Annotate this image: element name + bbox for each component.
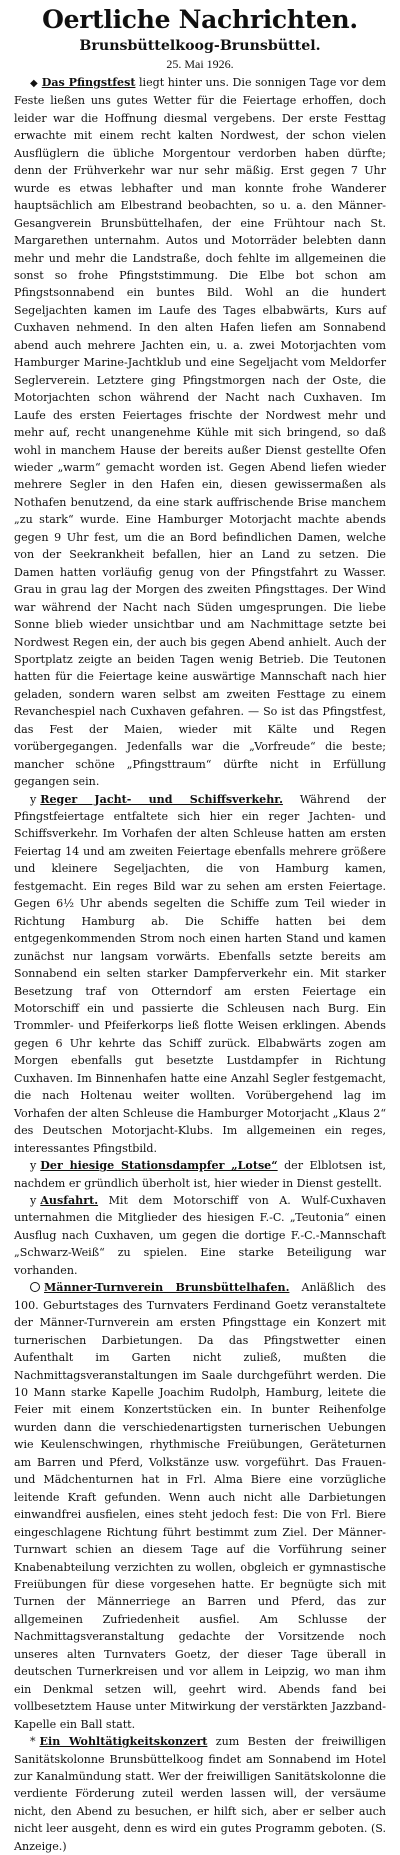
section-marker: y (30, 792, 37, 806)
diamond-marker-icon: ◆ (30, 78, 38, 89)
asterisk-marker: * (30, 1735, 36, 1749)
article-body: zum Besten der freiwilligen Sanitätskolonne Brunsbüttelkoog findet am Sonnabend im Hotel zur Kanalmündung statt. Wer der freiwilligen Sanitätskolonne die verdiente Förderung zuteil werden lassen will, der versäume nicht, den Abend zu besuchen, er hilft sich, aber er selber auch nicht leer ausgeht, denn es wird ein gutes Programm geboten. (S. Anzeige.) (14, 1735, 386, 1853)
article-stationsdampfer (14, 1157, 386, 1192)
section-subtitle: Brunsbüttelkoog-Brunsbüttel. (79, 38, 321, 54)
circle-marker-icon (30, 1282, 40, 1292)
article-headline: Das Pfingstfest (41, 76, 136, 89)
article-ausfahrt (14, 1192, 386, 1279)
article-headline: Ein Wohltätigkeitskonzert (39, 1735, 208, 1749)
newspaper-column (14, 0, 386, 1855)
article-body: Mit dem Motorschiff von A. Wulf-Cuxhaven unternahmen die Mitglieder des hiesigen F.-C. „Teutonia“ einen Ausflug nach Cuxhaven, um gegen die dortige F.-C.-Mannschaft „Schwarz-Weiß“ zu spielen. Eine starke Beteiligung war vorhanden. (14, 1194, 386, 1277)
article-headline: Ausfahrt. (40, 1194, 99, 1207)
masthead (14, 4, 386, 72)
article-pfingstfest (14, 74, 386, 791)
article-schiffsverkehr (14, 791, 386, 1158)
article-body: Anläßlich des 100. Geburtstages des Turnvaters Ferdinand Goetz veranstaltete der Männer-Turnverein am ersten Pfingsttage ein Konzert mit turnerischen Darbietungen. Da das Pfingstwetter einen Aufenthalt im Garten nicht zuließ, mußten die Nachmittagsveranstaltungen im Saale durchgeführt werden. Die 10 Mann starke Kapelle Joachim Rudolph, Hamburg, leitete die Feier mit einem Konzertstücken ein. In bunter Reihenfolge wurden dann die verschiedenartigsten turnerischen Uebungen wie Keulenschwingen, rhythmische Freiübungen, Geräteturnen am Barren und Pferd, Volkstänze usw. vorgeführt. Das Frauen- und Mädchenturnen hat in Frl. Alma Biere eine vorzügliche leitende Kraft gefunden. Wenn auch nicht alle Darbietungen einwandfrei ausfielen, eines steht jedoch fest: Die von Frl. Biere eingeschlagene Richtung führt bestimmt zum Ziel. Der Männer-Turnwart schien an diesem Tage auf die Vorführung seiner Knabenabteilung verzichten zu wollen, obgleich er gymnastische Freiübungen für diese vorgesehen hatte. Er begnügte sich mit Turnen der Männerriege an Barren und Pferd, das zur allgemeinen Zufriedenheit ausfiel. Am Schlusse der Nachmittagsveranstaltung gedachte der Vorsitzende noch unseres alten Turnvaters Goetz, der dieser Tage überall in deutschen Turnerkreisen und vor allem in Leipzig, wo man ihm ein Denkmal setzen will, geehrt wird. Abends fand bei vollbesetztem Hause unter Mitwirkung der verstärkten Jazzband-Kapelle ein Ball statt. (14, 1281, 386, 1731)
section-title: Oertliche Nachrichten. (42, 5, 358, 34)
article-body: Während der Pfingstfeiertage entfaltete sich hier ein reger Jachten- und Schiffsverkehr. Im Vorhafen der alten Schleuse hatten am ersten Feiertag 14 und am zweiten Feiertage ebenfalls mehrere größere und kleinere Segeljachten, die von Hamburg kamen, festgemacht. Ein reges Bild war zu sehen am ersten Feiertage. Gegen 6½ Uhr abends segelten die Schiffe zum Teil wieder in Richtung Hamburg ab. Die Schiffe hatten bei dem entgegenkommenden Strom noch einen harten Stand und kamen zunächst nur langsam vorwärts. Ebenfalls setzte bereits am Sonnabend ein selten starker Dampferverkehr ein. Mit starker Besetzung traf von Otterndorf am ersten Feiertage ein Motorschiff ein und passierte die Schleusen nach Burg. Ein Trommler- und Pfeiferkorps ließ flotte Weisen erklingen. Abends gegen 6 Uhr kehrte das Schiff zurück. Elbabwärts zogen am Morgen ebenfalls gut besetzte Lustdampfer in Richtung Cuxhaven. Im Binnenhafen hatte eine Anzahl Segler festgemacht, die nach Holtenau weiter wollten. Vorübergehend lag im Vorhafen der alten Schleuse die Hamburger Motorjacht „Klaus 2“ des Deutschen Motorjacht-Klubs. Im allgemeinen ein reges, interessantes Pfingstbild. (14, 792, 386, 1155)
article-wohltaetigkeitskonzert (14, 1733, 386, 1855)
article-body: der Elblotsen ist, nachdem er gründlich überholt ist, hier wieder in Dienst gestellt. (14, 1159, 386, 1190)
article-headline: Männer-Turnverein Brunsbüttelhafen. (44, 1281, 290, 1295)
section-marker: y (30, 1194, 37, 1207)
article-headline: Reger Jacht- und Schiffsverkehr. (40, 792, 283, 806)
article-headline: Der hiesige Stationsdampfer „Lotse“ (40, 1159, 278, 1173)
article-turnverein (14, 1279, 386, 1733)
dateline: 25. Mai 1926. (166, 57, 234, 71)
section-marker: y (30, 1159, 37, 1173)
article-body: liegt hinter uns. Die sonnigen Tage vor dem Feste ließen uns gutes Wetter für die Feiertage erhoffen, doch leider war die Hoffnung diesmal vergebens. Der erste Festtag erwachte mit einem recht kalten Nordwest, der schon vielen Ausflüglern die übliche Morgentour verdorben haben dürfte; denn der Frühverkehr war nur sehr mäßig. Erst gegen 7 Uhr wurde es etwas lebhafter und man konnte frohe Wanderer hauptsächlich am Elbestrand beobachten, so u. a. den Männer-Gesangverein Brunsbüttelhafen, der eine Frühtour nach St. Margarethen unternahm. Autos und Motorräder belebten dann mehr und mehr die Landstraße, doch fehlte im allgemeinen die sonst so frohe Pfingststimmung. Die Elbe bot schon am Pfingstsonnabend ein buntes Bild. Wohl an die hundert Segeljachten kamen im Laufe des Tages elbabwärts, Kurs auf Cuxhaven nehmend. In den alten Hafen liefen am Sonnabend abend auch mehrere Jachten ein, u. a. zwei Motorjachten vom Hamburger Marine-Jachtklub und eine Segeljacht vom Meldorfer Seglerverein. Letztere ging Pfingstmorgen nach der Oste, die Motorjachten schon während der Nacht nach Cuxhaven. Im Laufe des ersten Feiertages frischte der Nordwest mehr und mehr auf, recht unangenehme Kühle mit sich bringend, so daß wohl in manchem Hause der bereits außer Dienst gestellte Ofen wieder „warm“ gemacht worden ist. Gegen Abend liefen wieder mehrere Segler in den Hafen ein, diesen gewissermaßen als Nothafen benutzend, da eine stark auffrischende Brise manchem „zu stark“ wurde. Eine Hamburger Motorjacht machte abends gegen 9 Uhr fest, um die an Bord befindlichen Damen, welche von der Seekrankheit befallen, hier an Land zu setzen. Die Damen hatten vorläufig genug von der Pfingstfahrt zu Wasser. Grau in grau lag der Morgen des zweiten Pfingsttages. Der Wind war während der Nacht nach Süden umgesprungen. Die liebe Sonne blieb wieder unsichtbar und am Nachmittage setzte bei Nordwest Regen ein, der auch bis gegen Abend anhielt. Auch der Sportplatz zeigte an beiden Tagen wenig Betrieb. Die Teutonen hatten für die Feiertage keine auswärtige Mannschaft nach hier geladen, sondern waren selbst am zweiten Festtage zu einem Revanchespiel nach Cuxhaven gefahren. — So ist das Pfingstfest, das Fest der Maien, wieder mit Kälte und Regen vorübergegangen. Jedenfalls war die „Vorfreude“ die beste; mancher schöne „Pfingsttraum“ dürfte nicht in Erfüllung gegangen sein. (14, 76, 387, 789)
